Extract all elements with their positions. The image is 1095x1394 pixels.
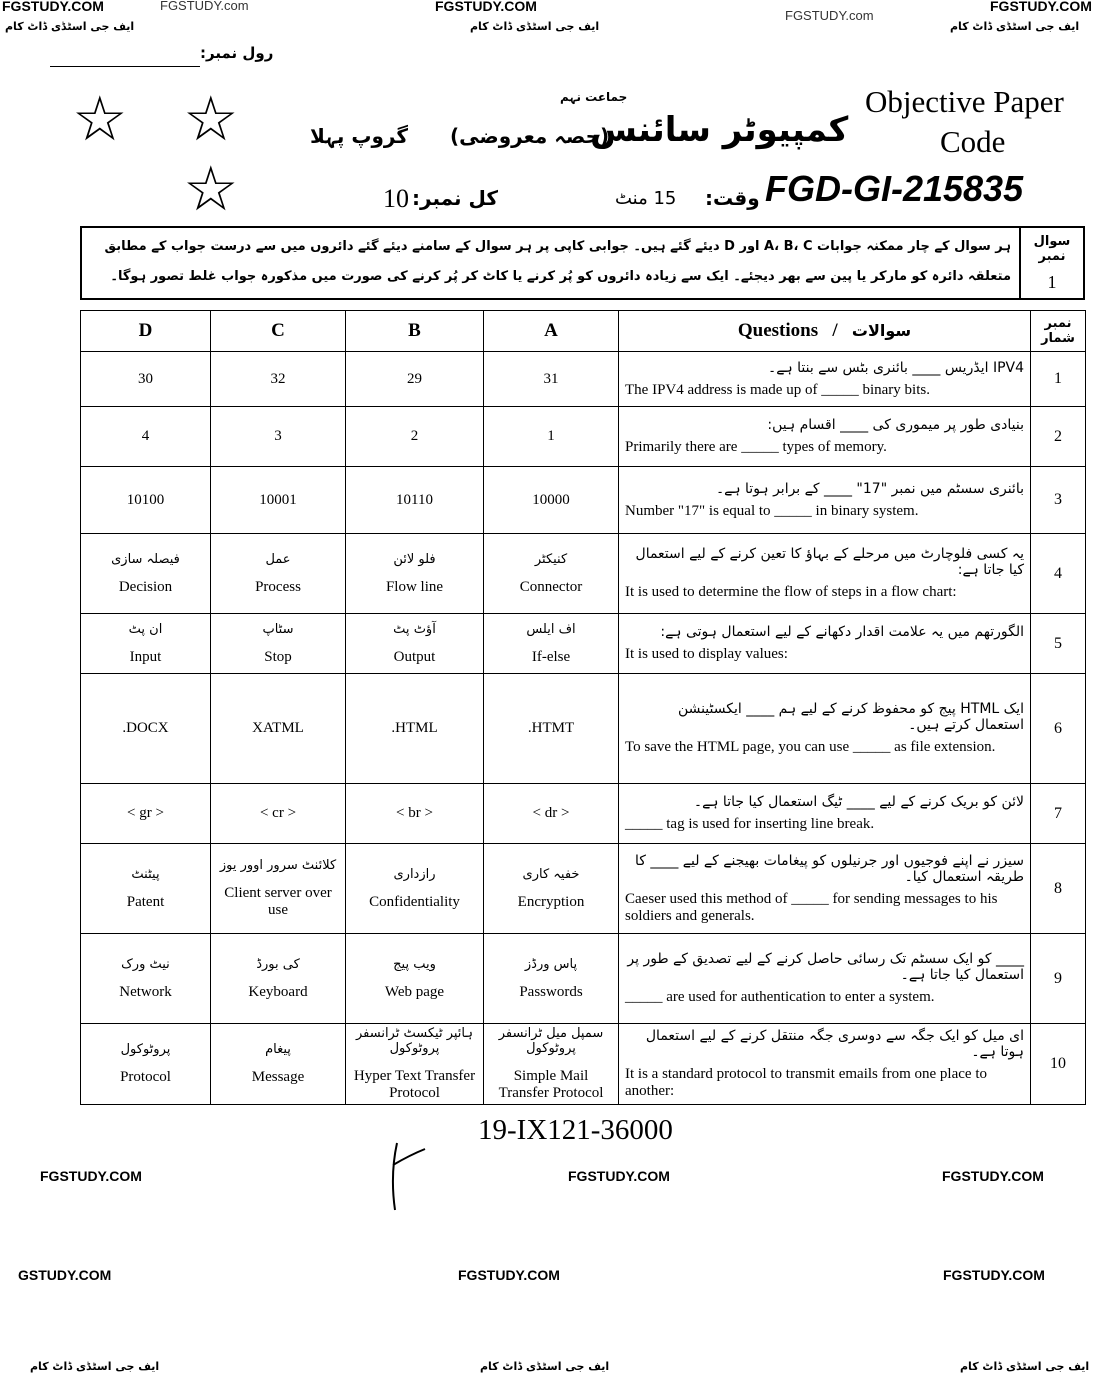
roll-no-field[interactable] [50,66,200,67]
option-text-en: 10100 [126,491,165,508]
question-text-ur: لائن کو بریک کرنے کے لیے ____ ٹیگ استعمال کیا جاتا ہے۔ [693,794,1024,810]
option-text-en: < br > [396,805,433,821]
table-row [81,614,1086,674]
option-text-ur: ویب پیج [393,956,436,972]
option-a [484,934,619,1024]
question-text-ur: ____ کو ایک سسٹم تک رسائی حاصل کرنے کے لیے تصدیق کے طور پر استعمال کیا جاتا ہے۔ [627,951,1024,983]
header-option-b: B [346,311,484,352]
option-text-ur: کی بورڈ [256,956,300,972]
option-d [81,534,211,614]
question-number: 9 [1031,934,1086,1024]
option-text-en: Client server over use [224,885,332,918]
header-option-d: D [81,311,211,352]
option-b [346,844,484,934]
question-cell [619,614,1031,674]
watermark: FGSTUDY.COM [2,0,104,14]
option-text-en: Passwords [519,983,583,1000]
table-row [81,1024,1086,1105]
option-text-ur: سٹاپ [262,621,294,637]
question-number: 7 [1031,784,1086,844]
question-text-en: The IPV4 address is made up of _____ binary bits. [625,381,930,398]
option-d [81,674,211,784]
option-text-ur: پاس ورڈز [524,956,578,972]
option-text-en: .HTMT [527,720,575,736]
watermark: FGSTUDY.COM [435,0,537,14]
header-option-c: C [211,311,346,352]
option-text-ur: فیصلہ سازی [111,551,180,567]
option-c [211,467,346,534]
question-number: 6 [1031,674,1086,784]
watermark-urdu: ایف جی اسٹڈی ڈاٹ کام [5,20,135,33]
watermark: FGSTUDY.COM [943,1267,1045,1283]
option-text-en: Simple Mail Transfer Protocol [498,1068,604,1101]
question-text-ur: الگورتھم میں یہ علامت اقدار دکھانے کے لیے استعمال ہوتی ہے: [660,624,1024,640]
table-header-row [81,311,1086,352]
option-c [211,614,346,674]
option-text-en: 4 [141,428,150,444]
option-text-ur: سمپل میل ٹرانسفر پروٹوکول [498,1026,604,1056]
question-number: 3 [1031,467,1086,534]
option-text-en: 29 [407,370,422,387]
question-number-label: سوال نمبر [1033,234,1071,264]
question-text-en: Number "17" is equal to _____ in binary system. [625,502,919,519]
option-text-ur: پیغام [265,1042,291,1057]
question-cell [619,674,1031,784]
option-a [484,1024,619,1105]
option-text-en: .HTML [391,720,438,736]
question-text-ur: ایک HTML پیج کو محفوظ کرنے کے لیے ہم ____ ایکسٹینشن استعمال کرتے ہیں۔ [677,701,1024,733]
option-text-en: Keyboard [248,983,308,1000]
table-row [81,674,1086,784]
header-questions-en: Questions [737,320,819,341]
option-text-ur: کنیکٹر [534,551,568,567]
time-label: وقت: [705,186,760,210]
question-text-ur: IPV4 ایڈریس ____ بائنری بٹس سے بنتا ہے۔ [768,359,1024,376]
watermark: FGSTUDY.COM [458,1267,560,1283]
question-cell [619,844,1031,934]
footer-serial: 19-IX121-36000 [478,1114,673,1146]
question-text-ur: سیزر نے اپنے فوجیوں اور جرنیلوں کو پیغامات بھیجنے کے لیے ____ کا طریقہ استعمال کیا۔ [634,852,1024,885]
watermark: FGSTUDY.COM [568,1168,670,1184]
option-b [346,614,484,674]
table-row [81,352,1086,407]
option-text-en: 2 [410,428,419,444]
option-text-ur: آؤٹ پٹ [393,621,436,637]
roll-no-label: رول نمبر: [200,44,274,62]
option-text-en: Confidentiality [369,893,460,910]
option-text-en: 10110 [396,491,433,508]
header-questions: Questions / سوالات [619,311,1031,352]
total-marks-value: 10 [383,184,409,213]
question-text-en: _____ are used for authentication to enter a system. [625,989,935,1005]
option-a [484,844,619,934]
option-c [211,352,346,407]
option-b [346,784,484,844]
option-text-en: < gr > [127,805,164,821]
option-text-en: < cr > [259,805,297,821]
option-text-ur: کلائنٹ سرور اوور یوز [219,858,337,873]
option-d [81,467,211,534]
option-text-en: If-else [531,648,571,665]
option-text-ur: خفیہ کاری [522,866,580,882]
watermark-urdu: ایف جی اسٹڈی ڈاٹ کام [470,20,600,33]
table-row [81,407,1086,467]
question-number: 5 [1031,614,1086,674]
watermark: FGSTUDY.COM [990,0,1092,14]
watermark-urdu: ایف جی اسٹڈی ڈاٹ کام [480,1360,610,1373]
option-b [346,352,484,407]
option-c [211,1024,346,1105]
option-text-en: Decision [118,578,173,595]
watermark: FGSTUDY.com [785,8,874,23]
option-b [346,534,484,614]
option-a [484,674,619,784]
watermark-urdu: ایف جی اسٹڈی ڈاٹ کام [30,1360,160,1373]
paper-type: Objective Paper [865,84,1064,119]
option-d [81,1024,211,1105]
option-text-en: 1 [547,428,555,444]
option-a [484,614,619,674]
option-text-en: 32 [270,370,286,387]
question-cell [619,467,1031,534]
question-number: 8 [1031,844,1086,934]
handwritten-mark-icon [375,1135,435,1215]
option-c [211,534,346,614]
table-row [81,534,1086,614]
option-text-en: 3 [274,428,282,444]
watermark: GSTUDY.COM [18,1267,112,1283]
option-text-en: 10001 [259,491,297,508]
question-number: 2 [1031,407,1086,467]
option-text-en: Patent [126,893,165,910]
question-number: 10 [1031,1024,1086,1105]
option-text-ur: پیٹنٹ [131,866,160,882]
question-text-en: It is used to display values: [625,646,788,662]
option-c [211,934,346,1024]
question-text-en: It is a standard protocol to transmit emails from one place to another: [625,1066,987,1099]
option-text-ur: فلو لائن [393,551,436,567]
instructions-box [80,226,1085,300]
option-text-ur: عمل [265,551,291,567]
option-text-en: 30 [138,370,153,387]
option-text-en: Web page [384,983,445,1000]
option-text-ur: رازداری [393,866,436,882]
question-number-cell [1021,228,1083,298]
question-number: 4 [1031,534,1086,614]
option-a [484,407,619,467]
option-text-en: Stop [264,648,292,665]
question-cell [619,784,1031,844]
option-c [211,844,346,934]
option-c [211,674,346,784]
watermark-urdu: ایف جی اسٹڈی ڈاٹ کام [960,1360,1090,1373]
header-serial-no: نمبر شمار [1031,311,1086,352]
question-cell [619,534,1031,614]
option-text-en: < dr > [532,805,570,821]
option-b [346,407,484,467]
question-text-en: It is used to determine the flow of steps in a flow chart: [625,584,957,600]
option-d [81,784,211,844]
option-text-en: Flow line [385,578,444,595]
star-icon: ☆ [183,82,239,155]
question-text-ur: بائنری سسٹم میں نمبر "17" ____ کے برابر ہوتا ہے۔ [715,480,1024,497]
option-text-en: 31 [543,370,559,387]
option-a [484,534,619,614]
option-a [484,467,619,534]
option-text-en: .DOCX [122,720,169,736]
option-a [484,352,619,407]
watermark: FGSTUDY.COM [40,1168,142,1184]
option-c [211,407,346,467]
star-icon: ☆ [183,152,239,225]
table-row [81,784,1086,844]
star-icon: ☆ [72,82,128,155]
code-label: Code [940,124,1006,159]
watermark: FGSTUDY.com [160,0,249,13]
option-b [346,1024,484,1105]
option-text-en: Process [255,578,301,595]
option-text-en: Message [251,1069,305,1085]
header-option-a: A [484,311,619,352]
option-text-ur: نیٹ ورک [121,956,170,972]
subject-title: کمپیوٹر سائنس [590,110,849,150]
paper-code: FGD-GI-215835 [765,168,1024,209]
option-text-ur: ان پٹ [128,621,163,637]
question-cell [619,352,1031,407]
option-text-en: XATML [252,720,304,736]
option-d [81,934,211,1024]
question-text-en: Caeser used this method of _____ for sending messages to his soldiers and generals. [625,890,998,924]
option-text-ur: اف ایلس [526,621,576,637]
total-marks-label: کل نمبر: [412,186,498,210]
question-text-ur: یہ کسی فلوچارٹ میں مرحلے کے بہاؤ کا تعین کرنے کے لیے استعمال کیا جاتا ہے: [635,546,1024,578]
question-cell [619,1024,1031,1105]
question-text-en: _____ tag is used for inserting line break. [625,816,875,832]
option-b [346,934,484,1024]
option-a [484,784,619,844]
question-text-en: To save the HTML page, you can use _____ as file extension. [625,739,996,755]
option-d [81,352,211,407]
class-label: جماعت نہم [560,90,628,104]
section-label: (حصہ معروضی) [450,124,610,148]
option-text-en: 10000 [532,491,570,508]
option-text-en: Hyper Text Transfer Protocol [353,1068,476,1101]
table-row [81,467,1086,534]
option-text-en: Encryption [517,893,585,910]
question-cell [619,407,1031,467]
option-text-en: Connector [519,578,583,595]
option-d [81,844,211,934]
mcq-table [80,310,1086,1105]
question-text-ur: بنیادی طور پر میموری کی ____ اقسام ہیں: [767,417,1024,433]
question-text-ur: ای میل کو ایک جگہ سے دوسری جگہ منتقل کرنے کے لیے استعمال ہوتا ہے۔ [645,1028,1024,1060]
option-text-en: Input [129,648,162,665]
group-label: گروپ پہلا [310,124,408,148]
instructions-text: ہر سوال کے چار ممکنہ جوابات A، B، C اور D دیئے گئے ہیں۔ جوابی کاپی پر ہر سوال کے سامنے دیئے گئے دائروں میں سے درست جواب کے مطابق متعلقہ دائرہ کو مارکر یا پین سے بھر دیجئے۔ ایک سے زیادہ دائروں کو پُر کرنے یا کاٹ کر پُر کرنے کی صورت میں مذکورہ جواب غلط تصور ہوگا۔ [82,228,1021,298]
watermark-urdu: ایف جی اسٹڈی ڈاٹ کام [950,20,1080,33]
option-text-en: Protocol [120,1069,171,1085]
option-text-en: Network [119,983,172,1000]
table-row [81,844,1086,934]
time-value: 15 منٹ [615,188,677,209]
option-text-ur: پروٹوکول [120,1042,171,1057]
option-text-en: Output [393,648,436,665]
option-c [211,784,346,844]
option-b [346,467,484,534]
question-cell [619,934,1031,1024]
question-text-en: Primarily there are _____ types of memory. [625,439,887,455]
question-number: 1 [1047,272,1057,292]
option-b [346,674,484,784]
option-text-ur: ہائپر ٹیکسٹ ٹرانسفر پروٹوکول [355,1026,473,1056]
option-d [81,614,211,674]
table-row [81,934,1086,1024]
watermark: FGSTUDY.COM [942,1168,1044,1184]
option-d [81,407,211,467]
question-number: 1 [1031,352,1086,407]
header-questions-ur: سوالات [851,321,912,340]
